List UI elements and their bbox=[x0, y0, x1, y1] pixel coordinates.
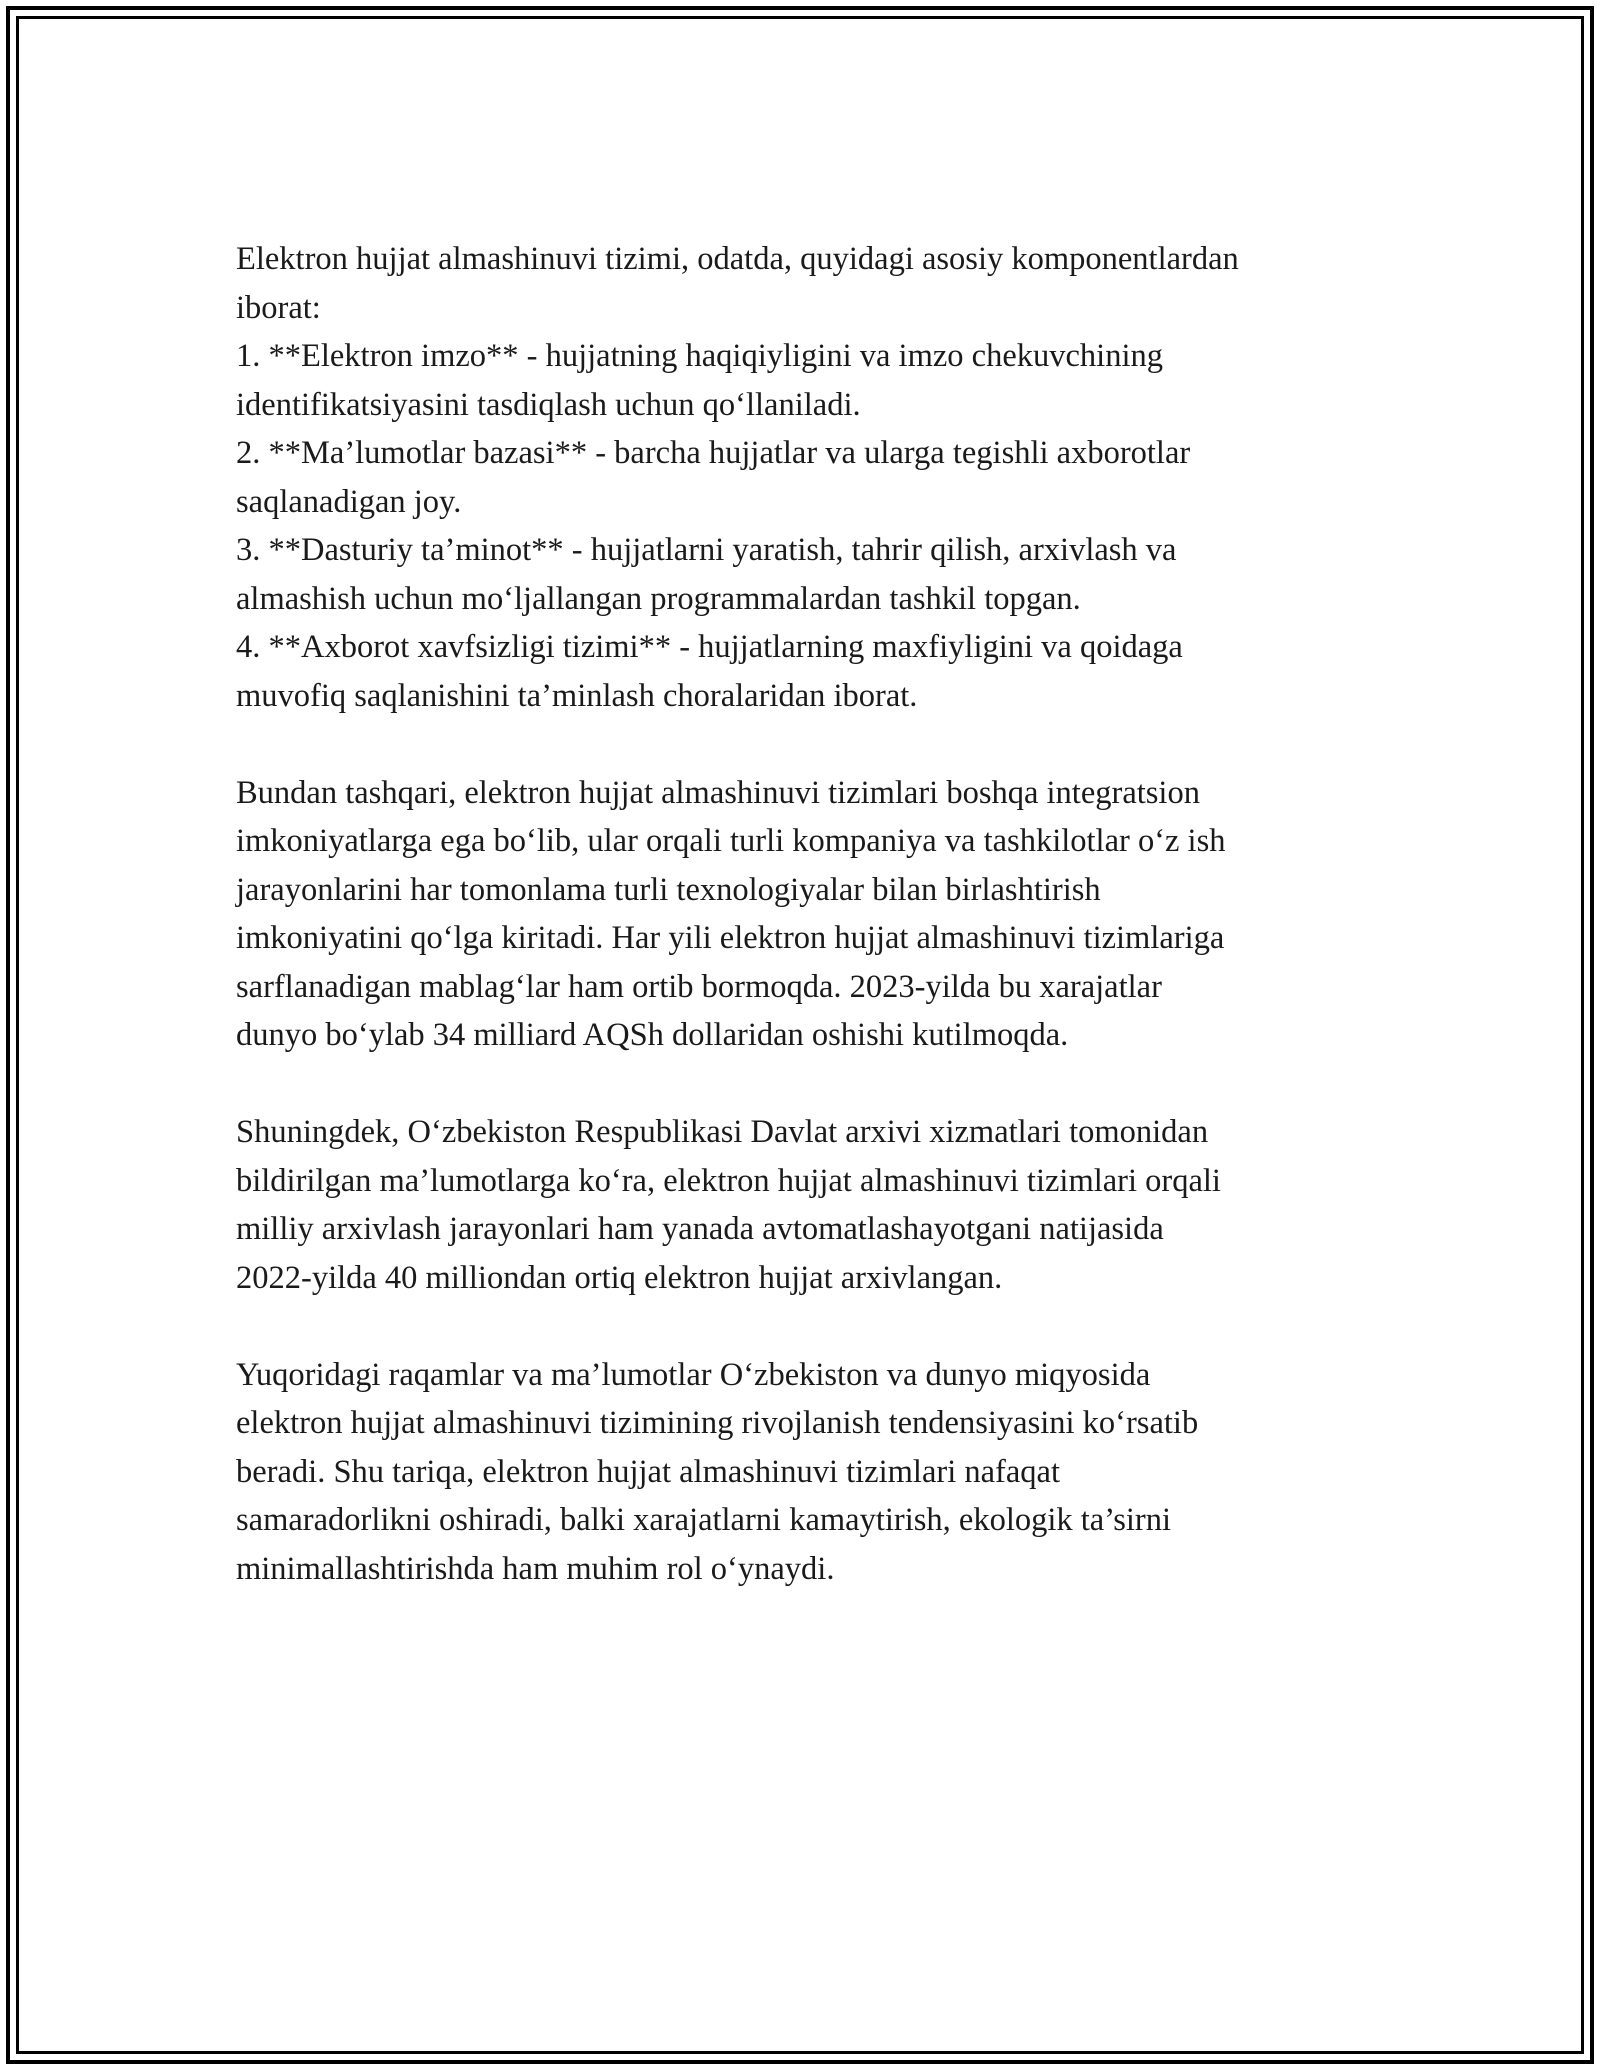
text-line: samaradorlikni oshiradi, balki xarajatlarni kamaytirish, ekologik ta’sirni bbox=[236, 1502, 1172, 1538]
document-body bbox=[236, 235, 1386, 1593]
list-item-line: 3. **Dasturiy ta’minot** - hujjatlarni yaratish, tahrir qilish, arxivlash va bbox=[236, 532, 1177, 568]
list-item-line: saqlanadigan joy. bbox=[236, 483, 462, 520]
text-line: iborat: bbox=[236, 289, 321, 326]
list-item-line: 4. **Axborot xavfsizligi tizimi** - hujjatlarning maxfiyligini va qoidaga bbox=[236, 629, 1183, 665]
text-line: 2022-yilda 40 milliondan ortiq elektron hujjat arxivlangan. bbox=[236, 1259, 1003, 1296]
text-line: minimallashtirishda ham muhim rol o‘ynaydi. bbox=[236, 1550, 835, 1587]
list-item-line: identifikatsiyasini tasdiqlash uchun qo‘llaniladi. bbox=[236, 386, 861, 423]
text-line: imkoniyatini qo‘lga kiritadi. Har yili elektron hujjat almashinuvi tizimlariga bbox=[236, 920, 1225, 956]
list-item-line: muvofiq saqlanishini ta’minlash choralaridan iborat. bbox=[236, 677, 918, 714]
text-line: bildirilgan ma’lumotlarga ko‘ra, elektron hujjat almashinuvi tizimlari orqali bbox=[236, 1162, 1221, 1199]
list-item-line: 2. **Ma’lumotlar bazasi** - barcha hujjatlar va ularga tegishli axborotlar bbox=[236, 435, 1191, 471]
text-line: Yuqoridagi raqamlar va ma’lumotlar O‘zbekiston va dunyo miqyosida bbox=[236, 1356, 1151, 1393]
list-item-line: 1. **Elektron imzo** - hujjatning haqiqiyligini va imzo chekuvchining bbox=[236, 338, 1163, 374]
text-line: dunyo bo‘ylab 34 milliard AQSh dollaridan oshishi kutilmoqda. bbox=[236, 1017, 1069, 1053]
text-line: Bundan tashqari, elektron hujjat almashinuvi tizimlari boshqa integratsion bbox=[236, 774, 1200, 811]
text-line: imkoniyatlarga ega bo‘lib, ular orqali turli kompaniya va tashkilotlar o‘z ish bbox=[236, 823, 1226, 859]
paragraph-gap bbox=[236, 1060, 1386, 1109]
text-line: milliy arxivlash jarayonlari ham yanada avtomatlashayotgani natijasida bbox=[236, 1211, 1164, 1247]
list-item-line: almashish uchun mo‘ljallangan programmalardan tashkil topgan. bbox=[236, 580, 1081, 617]
paragraph-gap bbox=[236, 1302, 1386, 1351]
text-line: jarayonlarini har tomonlama turli texnologiyalar bilan birlashtirish bbox=[236, 871, 1101, 908]
text-line: beradi. Shu tariqa, elektron hujjat almashinuvi tizimlari nafaqat bbox=[236, 1453, 1060, 1490]
text-line: Elektron hujjat almashinuvi tizimi, odatda, quyidagi asosiy komponentlardan bbox=[236, 241, 1239, 277]
text-line: elektron hujjat almashinuvi tizimining rivojlanish tendensiyasini ko‘rsatib bbox=[236, 1405, 1199, 1441]
text-line: Shuningdek, O‘zbekiston Respublikasi Davlat arxivi xizmatlari tomonidan bbox=[236, 1114, 1209, 1150]
paragraph-gap bbox=[236, 720, 1386, 769]
text-line: sarflanadigan mablag‘lar ham ortib bormoqda. 2023-yilda bu xarajatlar bbox=[236, 968, 1162, 1005]
